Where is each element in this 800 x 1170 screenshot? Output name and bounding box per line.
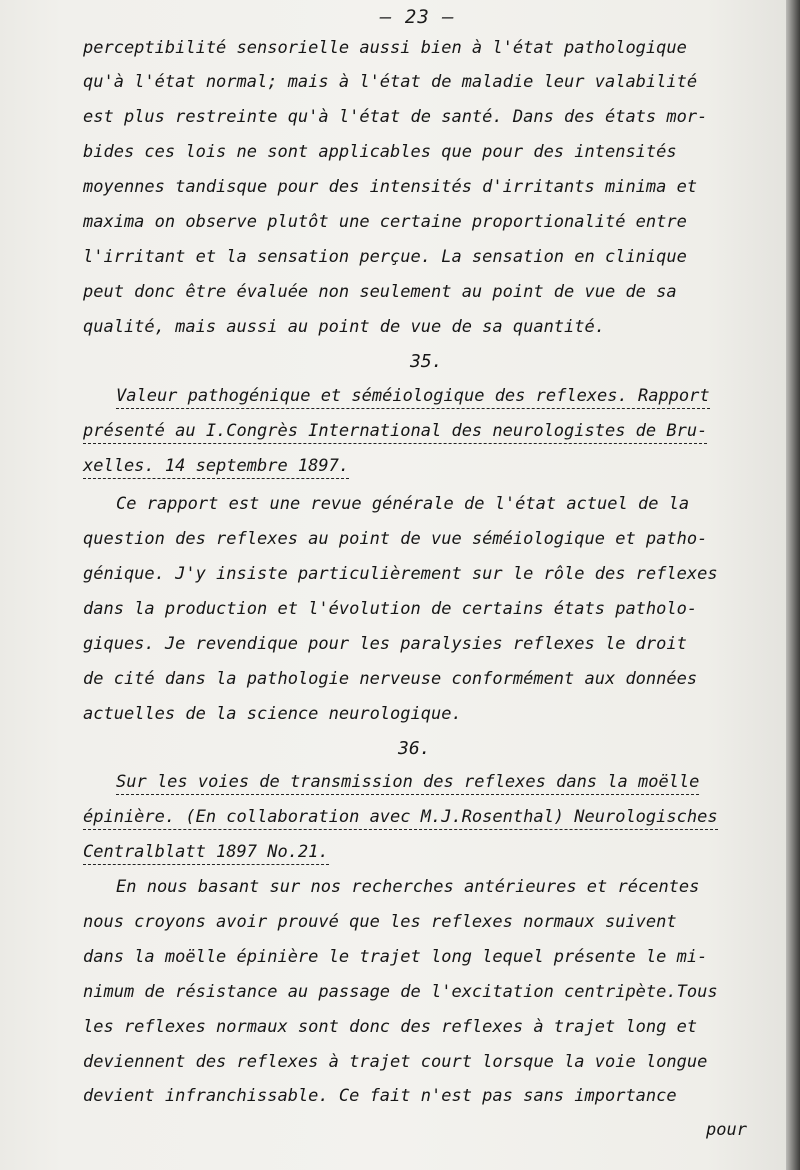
- section-36-body-line-3: dans la moëlle épinière le trajet long lequel présente le mi-: [83, 947, 708, 967]
- page-edge-shadow: [786, 0, 800, 1170]
- section-36-title-line-2: épinière. (En collaboration avec M.J.Rosenthal) Neurologisches: [83, 807, 718, 830]
- section-35-body-line-7: actuelles de la science neurologique.: [83, 704, 462, 724]
- section-35-title-line-2: présenté au I.Congrès International des neurologistes de Bru-: [83, 421, 707, 444]
- section-35-body-line-1: Ce rapport est une revue générale de l'état actuel de la: [116, 494, 690, 514]
- section-36-title-line-1: Sur les voies de transmission des reflexes dans la moëlle: [116, 772, 699, 795]
- section-36-body-line-2: nous croyons avoir prouvé que les reflexes normaux suivent: [83, 912, 677, 932]
- intro-line-6: maxima on observe plutôt une certaine proportionalité entre: [83, 212, 687, 232]
- section-36-title-line-3: Centralblatt 1897 No.21.: [83, 842, 329, 865]
- section-35-body-line-4: dans la production et l'évolution de certains états patholo-: [83, 599, 698, 619]
- intro-line-4: bides ces lois ne sont applicables que pour des intensités: [83, 142, 677, 162]
- intro-line-1: perceptibilité sensorielle aussi bien à l'état pathologique: [83, 38, 687, 58]
- page-number: — 23 —: [380, 6, 455, 28]
- intro-line-8: peut donc être évaluée non seulement au point de vue de sa: [83, 282, 677, 302]
- section-36-body-line-7: devient infranchissable. Ce fait n'est pas sans importance: [83, 1086, 677, 1106]
- intro-line-2: qu'à l'état normal; mais à l'état de maladie leur valabilité: [83, 72, 698, 92]
- section-35-number: 35.: [410, 351, 443, 372]
- section-35-title-line-1: Valeur pathogénique et séméiologique des reflexes. Rapport: [116, 386, 710, 409]
- section-36-body-line-1: En nous basant sur nos recherches antérieures et récentes: [116, 877, 700, 897]
- section-35-body-line-2: question des reflexes au point de vue séméiologique et patho-: [83, 529, 708, 549]
- section-35-body-line-6: de cité dans la pathologie nerveuse conformément aux données: [83, 669, 698, 689]
- section-36-body-line-4: nimum de résistance au passage de l'excitation centripète.Tous: [83, 982, 718, 1002]
- intro-line-9: qualité, mais aussi au point de vue de sa quantité.: [83, 317, 605, 337]
- section-36-body-line-5: les reflexes normaux sont donc des reflexes à trajet long et: [83, 1017, 698, 1037]
- section-36-body-line-6: deviennent des reflexes à trajet court lorsque la voie longue: [83, 1052, 708, 1072]
- section-35-body-line-5: giques. Je revendique pour les paralysies reflexes le droit: [83, 634, 687, 654]
- section-36-number: 36.: [398, 738, 431, 759]
- section-35-body-line-3: génique. J'y insiste particulièrement sur le rôle des reflexes: [83, 564, 718, 584]
- intro-line-5: moyennes tandisque pour des intensités d'irritants minima et: [83, 177, 698, 197]
- intro-line-7: l'irritant et la sensation perçue. La sensation en clinique: [83, 247, 687, 267]
- catchword: pour: [706, 1120, 747, 1140]
- intro-line-3: est plus restreinte qu'à l'état de santé. Dans des états mor-: [83, 107, 708, 127]
- section-35-title-line-3: xelles. 14 septembre 1897.: [83, 456, 349, 479]
